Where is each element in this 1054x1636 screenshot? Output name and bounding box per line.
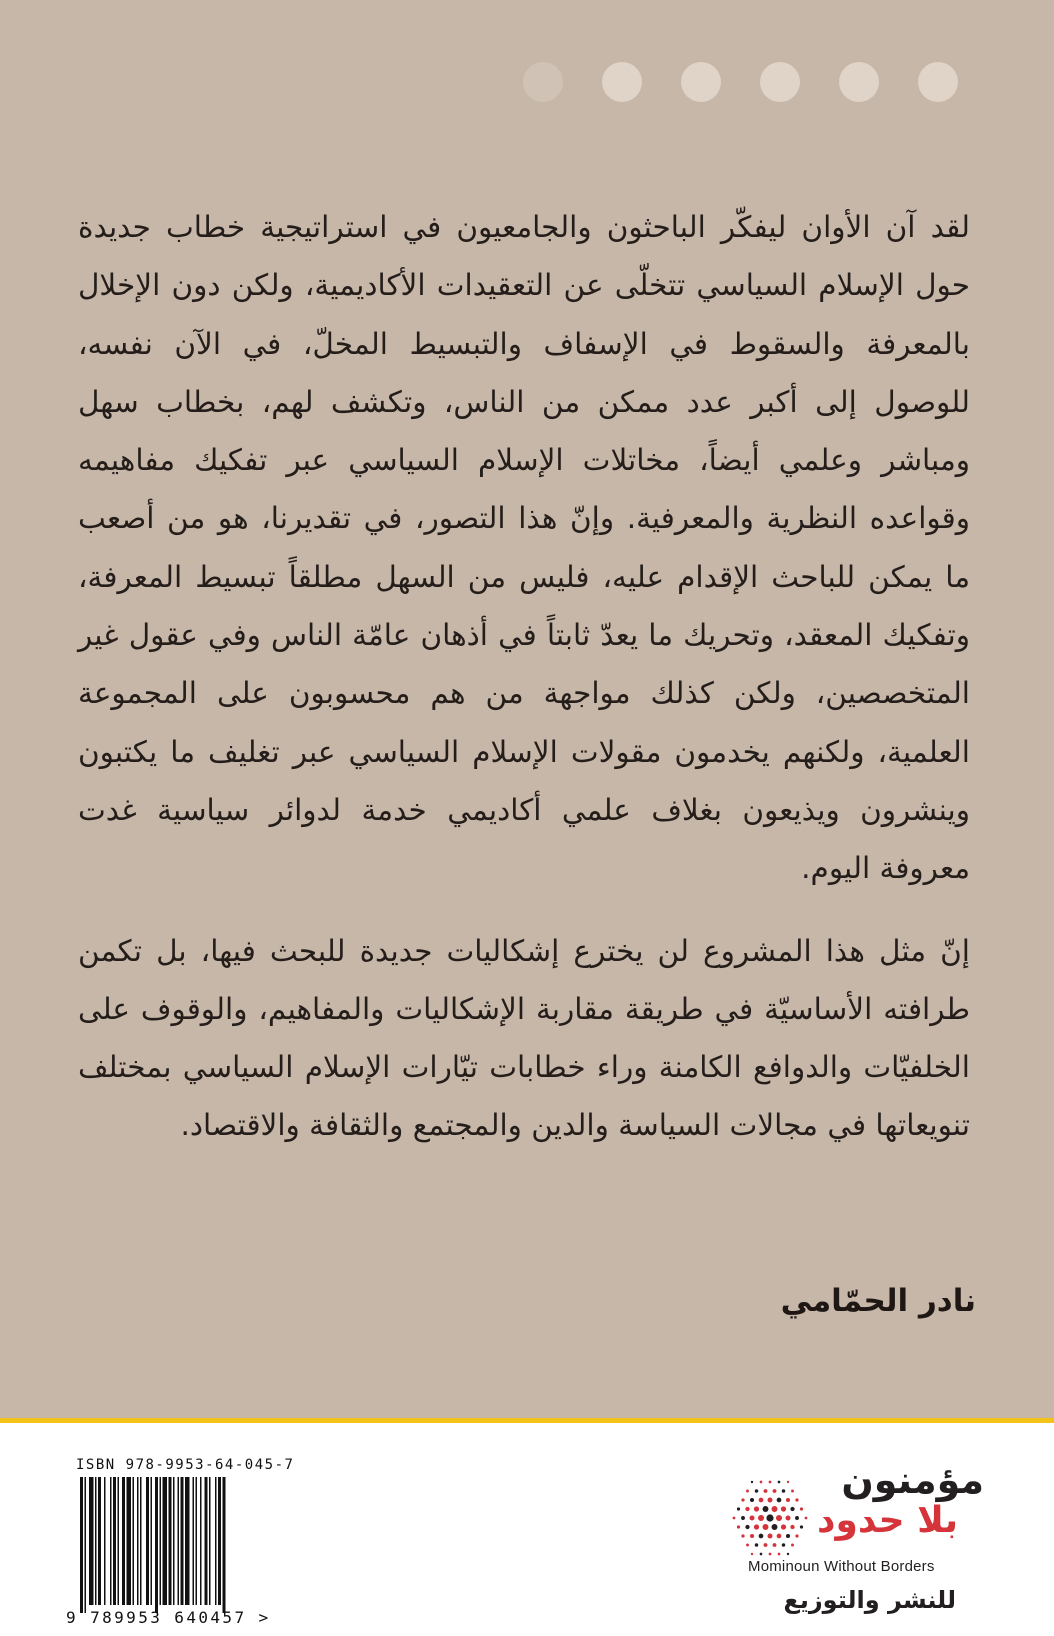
dot (523, 62, 563, 102)
dot (681, 62, 721, 102)
decorative-dots (523, 62, 958, 102)
dot (918, 62, 958, 102)
blurb-paragraph-1: لقد آن الأوان ليفكّر الباحثون والجامعيون في استراتيجية خطاب جديدة حول الإسلام السياسي تتخلّى عن التعقيدات الأكاديمية، ولكن دون الإخلال بالمعرفة والسقوط في الإسفاف والتبسيط المخلّ، في الآن نفسه، للوصول إلى أكبر عدد ممكن من الناس، وتكشف لهم، بخطاب سهل ومباشر وعلمي أيضاً، مخاتلات الإسلام السياسي عبر تفكيك مفاهيمه وقواعده النظرية والمعرفية. وإنّ هذا التصور، في تقديرنا، هو من أصعب ما يمكن للباحث الإقدام عليه، فليس من السهل مطلقاً تبسيط المعرفة، وتفكيك المعقد، وتحريك ما يعدّ ثابتاً في أذهان عامّة الناس وفي عقول غير المتخصصين، ولكن كذلك مواجهة من هم محسوبون على المجموعة العلمية، ولكنهم يخدمون مقولات الإسلام السياسي عبر تغليف ما يكتبون وينشرون ويذيعون بغلاف علمي أكاديمي خدمة لدوائر سياسية غدت معروفة اليوم. (78, 210, 970, 886)
isbn-label: ISBN 978-9953-64-045-7 (76, 1457, 295, 1473)
blurb-text (78, 198, 970, 1155)
dot (839, 62, 879, 102)
barcode (80, 1477, 268, 1613)
publisher-tagline: للنشر والتوزيع (783, 1586, 956, 1614)
publisher-name-en: Mominoun Without Borders (748, 1558, 935, 1575)
dot (760, 62, 800, 102)
dot (602, 62, 642, 102)
barcode-number: 9 789953 640457 > (66, 1608, 271, 1627)
author-name: نادر الحمّامي (780, 1283, 976, 1319)
blurb-paragraph-2: إنّ مثل هذا المشروع لن يخترع إشكاليات جديدة للبحث فيها، بل تكمن طرافته الأساسيّة في طريقة مقاربة الإشكاليات والمفاهيم، والوقوف على الخلفيّات والدوافع الكامنة وراء خطابات تيّارات الإسلام السياسي بمختلف تنويعاتها في مجالات السياسة والدين والمجتمع والثقافة والاقتصاد. (78, 933, 970, 1143)
publisher-name-ar-line2: بلا حدود (817, 1500, 958, 1541)
publisher-name-ar-line1: مؤمنون (841, 1458, 984, 1502)
